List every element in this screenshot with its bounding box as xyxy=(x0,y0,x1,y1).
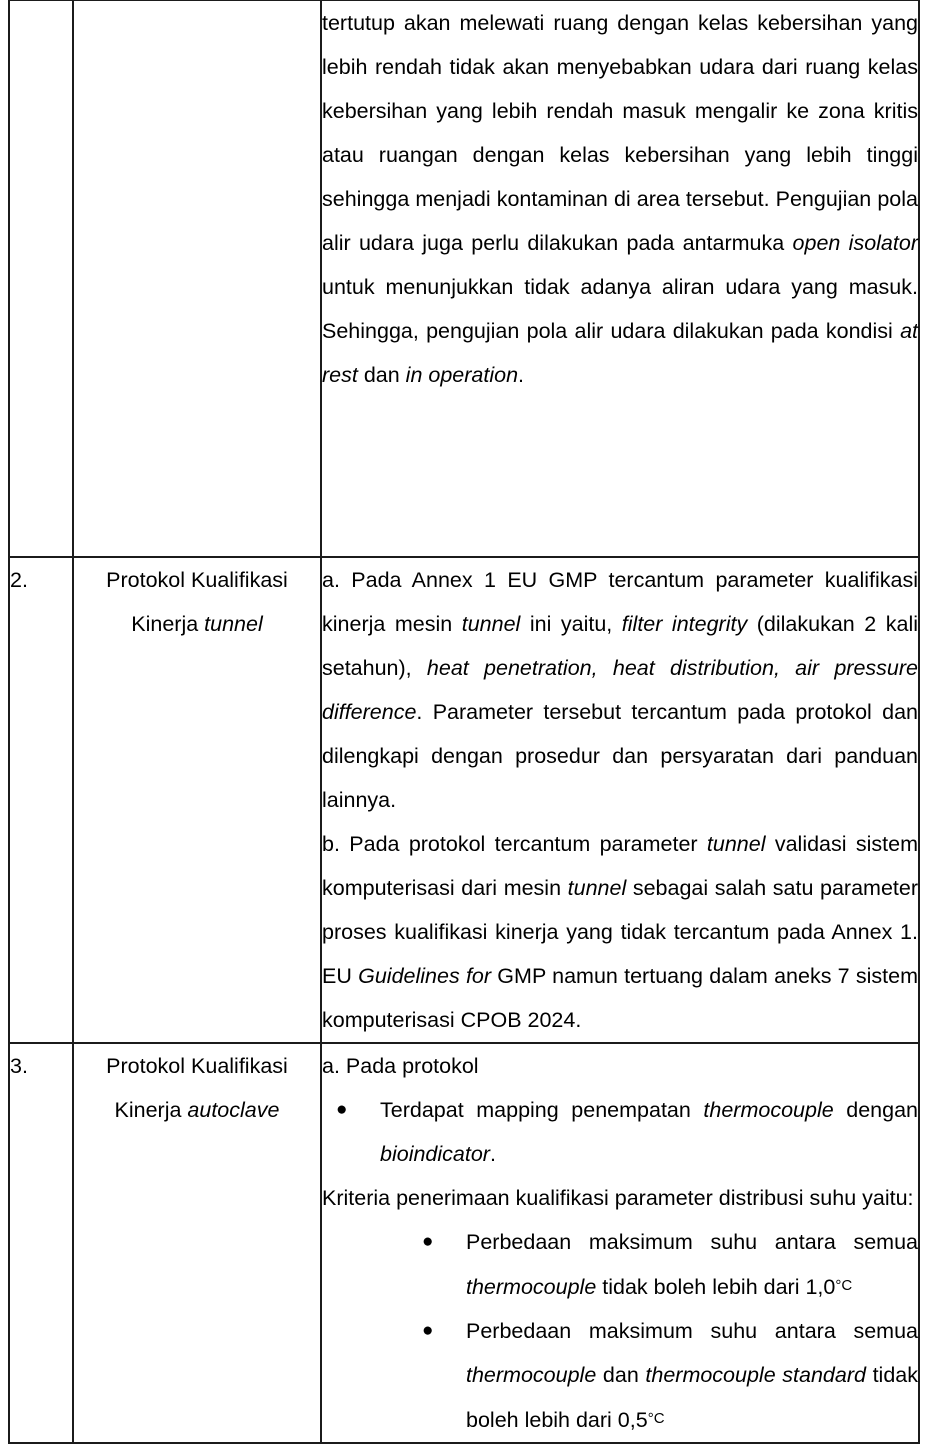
row-description-cell xyxy=(321,1043,919,1443)
unit-celsius: °C xyxy=(835,1277,853,1294)
text-run: Terdapat mapping penempatan xyxy=(380,1098,704,1122)
text-run: dengan xyxy=(833,1098,919,1122)
bullet-dot-icon xyxy=(422,1220,436,1264)
row-number: 2. xyxy=(10,568,28,592)
emphasis-tunnel: tunnel xyxy=(706,832,766,856)
text-run: (dilakukan 2 kali setahun), xyxy=(322,612,918,680)
text-run: . xyxy=(489,1142,496,1166)
emphasis-autoclave: autoclave xyxy=(187,1098,280,1122)
paragraph-item-b xyxy=(322,822,918,1042)
text-run: Perbedaan maksimum suhu antara semua xyxy=(466,1230,918,1254)
row-number-cell xyxy=(9,557,73,1043)
text-run: dan xyxy=(357,363,406,387)
row-description-cell xyxy=(321,557,919,1043)
text-run: validasi sistem komputerisasi dari mesin xyxy=(322,832,918,900)
text-run: a. Pada Annex 1 EU GMP tercantum parameter kualifikasi kinerja mesin xyxy=(322,568,918,636)
row-title-cell xyxy=(73,1043,321,1443)
text-run: Kinerja xyxy=(131,612,205,636)
text-run: tertutup akan melewati ruang dengan kelas kebersihan yang lebih rendah tidak akan menyebabkan udara dari ruang kelas kebersihan yang lebih rendah masuk mengalir ke zona kritis atau ruangan dengan kelas kebersihan yang lebih tinggi sehingga menjadi kontaminan di area tersebut. Pengujian pola alir udara juga perlu dilakukan pada antarmuka xyxy=(322,11,918,255)
emphasis-thermocouple-standard: thermocouple standard xyxy=(645,1363,866,1388)
emphasis-in-operation: in operation xyxy=(405,363,519,387)
list-item xyxy=(322,1309,918,1442)
emphasis-heat-parameters: heat penetration, heat distribution, air pressure difference xyxy=(322,656,918,724)
text-run: b. Pada protokol tercantum parameter xyxy=(322,832,707,856)
emphasis-open-isolator: open isolator xyxy=(792,231,918,255)
text-run: Perbedaan maksimum suhu antara semua xyxy=(466,1319,918,1344)
emphasis-bioindicator: bioindicator xyxy=(380,1142,490,1166)
text-run: . xyxy=(518,363,525,387)
unit-celsius: °C xyxy=(647,1410,665,1428)
bullet-dot-icon xyxy=(336,1088,350,1132)
emphasis-tunnel: tunnel xyxy=(204,612,263,636)
text-run: dan xyxy=(596,1363,646,1388)
paragraph-acceptance-criteria: Kriteria penerimaan kualifikasi parameter distribusi suhu yaitu: xyxy=(322,1186,914,1210)
paragraph-airflow-continuation xyxy=(322,1,918,397)
emphasis-at-rest: at rest xyxy=(322,319,918,387)
emphasis-tunnel: tunnel xyxy=(461,612,521,636)
row-description-cell xyxy=(321,0,919,557)
emphasis-thermocouple: thermocouple xyxy=(466,1275,597,1300)
emphasis-tunnel: tunnel xyxy=(567,876,627,900)
row-title-line2 xyxy=(74,602,320,646)
text-run: tidak boleh lebih dari 1,0 xyxy=(596,1275,836,1300)
text-run: sebagai salah satu parameter proses kualifikasi kinerja yang tidak tercantum pada Annex 1. EU xyxy=(322,876,918,988)
bullet-list-level1 xyxy=(322,1088,918,1176)
paragraph-item-a: a. Pada protokol xyxy=(322,1054,479,1078)
row-title-line1: Protokol Kualifikasi xyxy=(106,568,288,592)
list-item xyxy=(322,1220,918,1309)
table-row xyxy=(9,1043,919,1443)
emphasis-filter-integrity: filter integrity xyxy=(621,612,748,636)
row-number-cell xyxy=(9,1043,73,1443)
row-title-cell xyxy=(73,557,321,1043)
row-number-cell xyxy=(9,0,73,557)
list-item xyxy=(322,1088,918,1176)
text-run: Kinerja xyxy=(114,1098,188,1122)
row-title-line1: Protokol Kualifikasi xyxy=(106,1054,288,1078)
text-run: . Parameter tersebut tercantum pada protokol dan dilengkapi dengan prosedur dan persyaratan dari panduan lainnya. xyxy=(322,700,918,812)
row-title-line2 xyxy=(74,1088,320,1132)
text-run: untuk menunjukkan tidak adanya aliran udara yang masuk. Sehingga, pengujian pola alir udara dilakukan pada kondisi xyxy=(322,275,918,343)
row-number: 3. xyxy=(10,1054,28,1078)
qualification-protocol-table xyxy=(8,0,920,1444)
row-title-cell xyxy=(73,0,321,557)
table-row xyxy=(9,557,919,1043)
bullet-dot-icon xyxy=(422,1309,436,1353)
emphasis-guidelines-for: Guidelines for xyxy=(358,964,492,988)
text-run: GMP namun tertuang dalam aneks 7 sistem komputerisasi CPOB 2024. xyxy=(322,964,919,1032)
emphasis-thermocouple: thermocouple xyxy=(466,1363,597,1388)
paragraph-item-a xyxy=(322,558,918,822)
emphasis-thermocouple: thermocouple xyxy=(703,1098,834,1122)
table-row xyxy=(9,0,919,557)
text-run: tidak boleh lebih dari 0,5 xyxy=(466,1363,918,1433)
bullet-list-level2 xyxy=(322,1220,918,1442)
text-run: ini yaitu, xyxy=(520,612,622,636)
